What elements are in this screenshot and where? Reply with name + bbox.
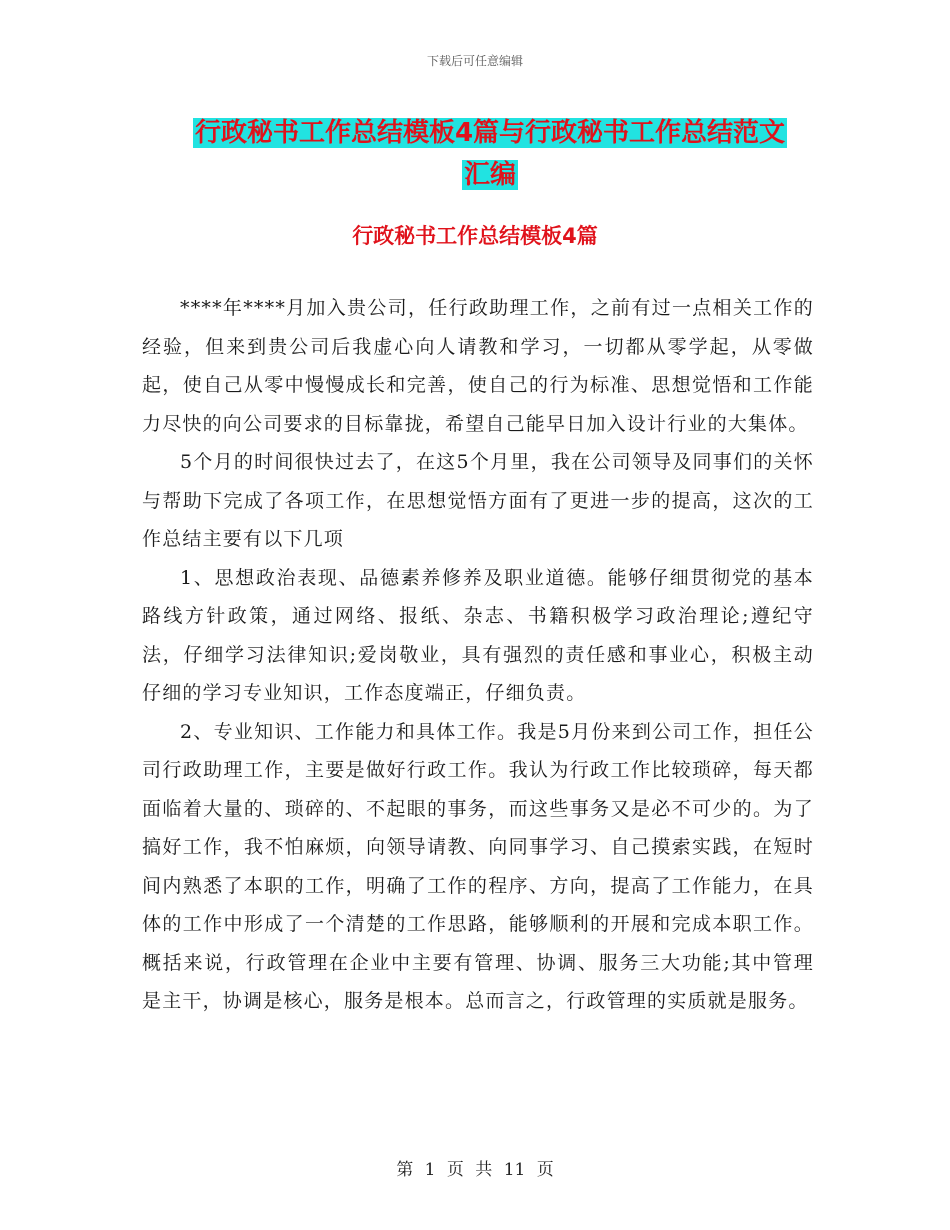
document-body — [142, 289, 814, 1021]
paragraph-2: 5个月的时间很快过去了，在这5个月里，我在公司领导及同事们的关怀与帮助下完成了各项工作，在思想觉悟方面有了更进一步的提高，这次的工作总结主要有以下几项 — [142, 451, 814, 550]
document-title-line-2: 汇编 — [463, 160, 516, 190]
document-title — [150, 112, 830, 196]
paragraph-1: ****年****月加入贵公司，任行政助理工作，之前有过一点相关工作的经验，但来到贵公司后我虚心向人请教和学习，一切都从零学起，从零做起，使自己从零中慢慢成长和完善，使自己的行为标准、思想觉悟和工作能力尽快的向公司要求的目标靠拢，希望自己能早日加入设计行业的大集体。 — [142, 297, 814, 435]
header-note: 下载后可任意编辑 — [426, 54, 523, 68]
paragraph-4: 2、专业知识、工作能力和具体工作。我是5月份来到公司工作，担任公司行政助理工作，主要是做好行政工作。我认为行政工作比较琐碎，每天都面临着大量的、琐碎的、不起眼的事务，而这些事务又是必不可少的。为了搞好工作，我不怕麻烦，向领导请教、向同事学习、自己摸索实践，在短时间内熟悉了本职的工作，明确了工作的程序、方向，提高了工作能力，在具体的工作中形成了一个清楚的工作思路，能够顺利的开展和完成本职工作。概括来说，行政管理在企业中主要有管理、协调、服务三大功能;其中管理是主干，协调是核心，服务是根本。总而言之，行政管理的实质就是服务。 — [142, 720, 814, 1012]
document-title-line-1: 行政秘书工作总结模板4篇与行政秘书工作总结范文 — [194, 118, 786, 148]
page-footer: 第 1 页 共 11 页 — [396, 1160, 554, 1180]
paragraph-3: 1、思想政治表现、品德素养修养及职业道德。能够仔细贯彻党的基本路线方针政策，通过网络、报纸、杂志、书籍积极学习政治理论;遵纪守法，仔细学习法律知识;爱岗敬业，具有强烈的责任感和事业心，积极主动仔细的学习专业知识，工作态度端正，仔细负责。 — [142, 566, 814, 704]
section-title: 行政秘书工作总结模板4篇 — [352, 224, 598, 248]
